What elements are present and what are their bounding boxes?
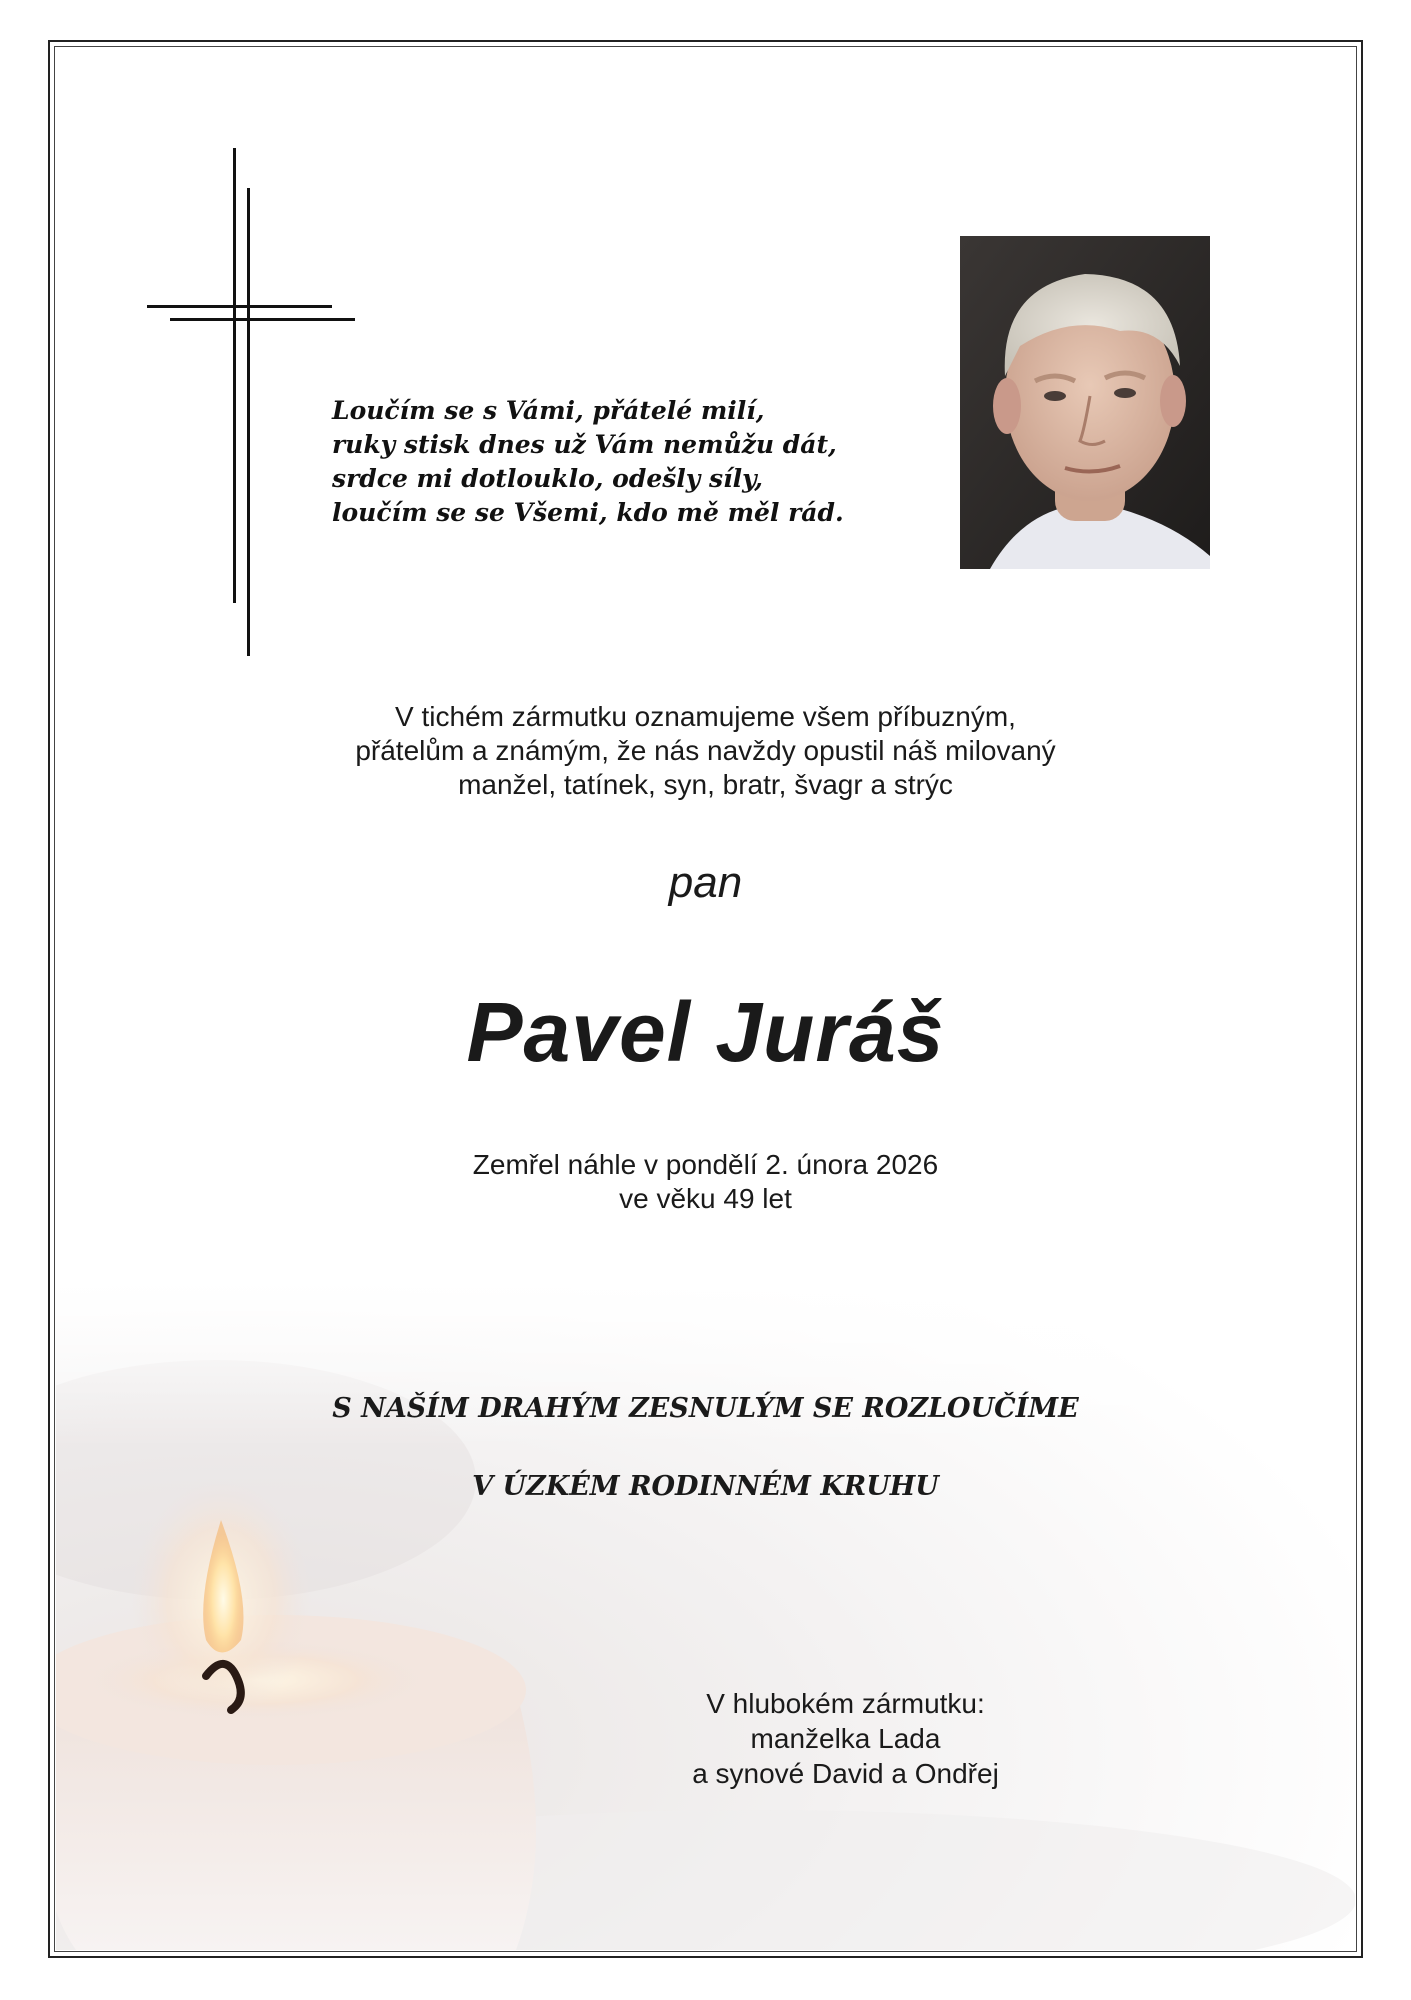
farewell-line-2: V ÚZKÉM RODINNÉM KRUHU (472, 1471, 939, 1502)
mourners (196, 1686, 1411, 1791)
mourners-line: manželka Lada (750, 1723, 941, 1754)
death-info-line: Zemřel náhle v pondělí 2. února 2026 (472, 1149, 939, 1180)
poem-line: ruky stisk dnes už Vám nemůžu dát, (332, 430, 837, 459)
poem-line: Loučím se s Vámi, přátelé milí, (332, 396, 765, 425)
announcement (56, 700, 1355, 802)
announcement-line: manžel, tatínek, syn, bratr, švagr a strýc (458, 769, 953, 800)
death-info-line: ve věku 49 let (619, 1183, 792, 1214)
poem (332, 394, 844, 530)
poem-line: loučím se se Všemi, kdo mě měl rád. (332, 498, 844, 527)
death-info (56, 1148, 1355, 1216)
portrait-photo (960, 236, 1210, 569)
farewell-line-1: S NAŠÍM DRAHÝM ZESNULÝM SE ROZLOUČÍME (332, 1393, 1079, 1424)
announcement-line: V tichém zármutku oznamujeme všem příbuzným, (395, 701, 1016, 732)
mourners-line: V hlubokém zármutku: (706, 1688, 985, 1719)
deceased-name: Pavel Juráš (466, 985, 945, 1079)
candle-image (56, 1280, 1355, 1950)
poem-line: srdce mi dotlouklo, odešly síly, (332, 464, 763, 493)
honorific: pan (668, 858, 743, 907)
mourners-line: a synové David a Ondřej (692, 1758, 999, 1789)
announcement-line: přátelům a známým, že nás navždy opustil náš milovaný (355, 735, 1056, 766)
